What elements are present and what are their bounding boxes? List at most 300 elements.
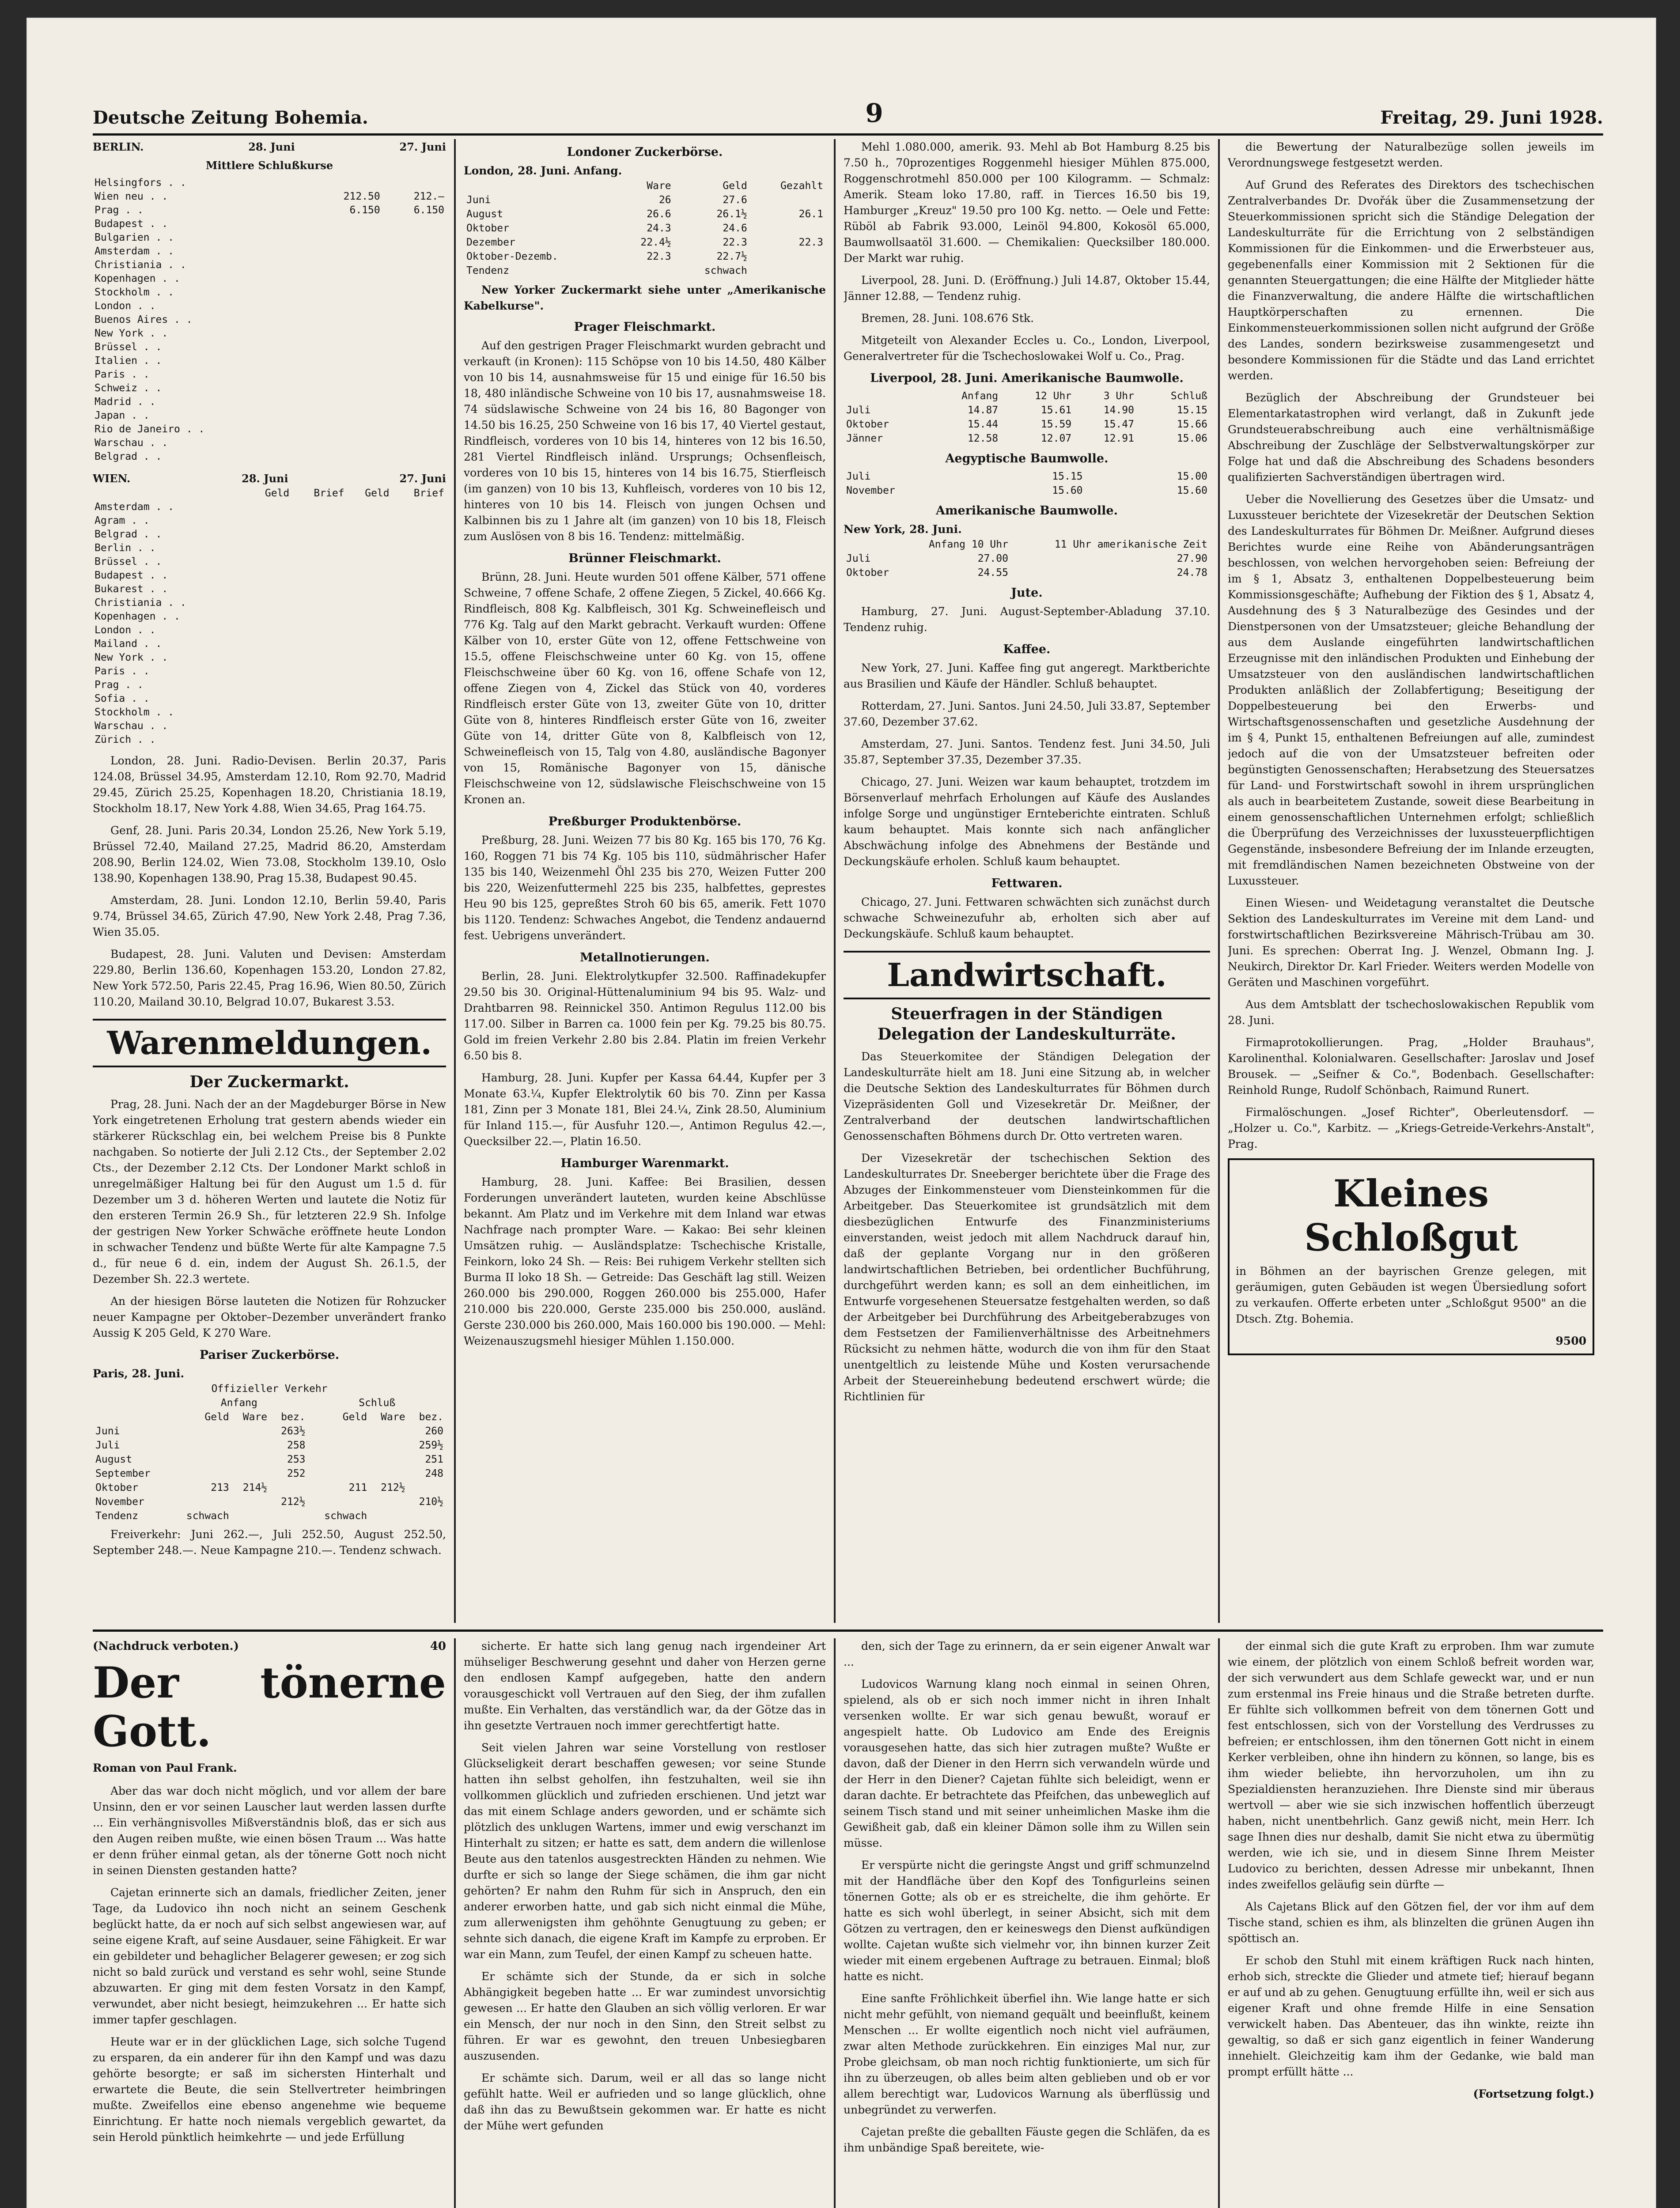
table-cell: Geld <box>365 488 390 499</box>
table-cell: Kopenhagen . . <box>95 273 180 284</box>
table-row <box>464 221 826 235</box>
table-cell <box>346 500 391 514</box>
novel-title: Der tönerne Gott. <box>93 1658 446 1756</box>
devisen-paragraph: Genf, 28. Juni. Paris 20.34, London 25.26, New York 5.19, Brüssel 72.40, Mailand 27.25, Madrid 86.20, Amsterdam 208.90, Berlin 124.02, Wien 73.08, Stockholm 139.10, Oslo 138.90, Kopenhagen 138.90, Prag 15.38, Budapest 90.45. <box>93 824 446 885</box>
table-cell <box>844 537 904 552</box>
table-row <box>93 706 446 719</box>
amerik-head: Amerikanische Baumwolle. <box>936 504 1118 518</box>
table-cell: 26.1 <box>798 208 823 220</box>
table-header-row <box>93 1382 446 1396</box>
table-row <box>93 1424 446 1438</box>
table-cell <box>382 450 446 464</box>
column-divider <box>834 139 836 1623</box>
table-row <box>93 1481 446 1495</box>
table-cell: 212½ <box>281 1496 306 1508</box>
table-cell <box>391 541 446 555</box>
table-cell: 258 <box>287 1440 306 1451</box>
table-cell: Mailand . . <box>95 638 162 650</box>
table-cell <box>1086 469 1100 484</box>
table-row <box>844 417 1210 431</box>
table-cell <box>306 395 382 409</box>
ad-title: Kleines Schloßgut <box>1304 1172 1518 1259</box>
table-cell: 11 Uhr amerikanische Zeit <box>1054 539 1207 550</box>
table-row <box>93 204 446 217</box>
table-row <box>93 1509 446 1523</box>
ad-code: 9500 <box>1555 1335 1586 1347</box>
table-cell: 210½ <box>419 1496 443 1508</box>
jute-head: Jute. <box>1011 586 1043 600</box>
table-cell <box>246 610 291 624</box>
table-row <box>93 231 446 245</box>
table-cell <box>346 678 391 692</box>
table-cell <box>291 500 346 514</box>
col4-text <box>1228 139 1594 1152</box>
table-cell <box>232 1495 270 1509</box>
table-cell <box>750 193 826 207</box>
zucker-paragraph: Prag, 28. Juni. Nach der an der Magdeburger Börse in New York eingetretenen Erholung trat gestern abends wieder ein stärkerer Rückschlag ein, bei welchem Preise bis 8 Punkte nachgaben. So notierte der Juli 2.12 Cts., der September 2.02 Cts., der Dezember 2.12 Cts. Der Londoner Markt schloß in unregelmäßiger Haltung bei für den August um 1.5 d. für Dezember um 3 d. höheren Werten und lautete die Notiz für den ersteren Termin 26.9 Sh., für letzteren 22.9 Sh. Infolge der gestrigen New Yorker Schwäche eröffnete heute London in schwacher Tendenz und büßte Werte für alte Kampagne 7.5 d., für neue 6 d. ein, indem der August Sh. 26.1.5, der Dezember Sh. 22.3 wertete. <box>93 1098 446 1285</box>
table-cell: Dezember <box>466 237 515 248</box>
table-cell: Bukarest . . <box>95 583 168 595</box>
novel-paragraph: Er schämte sich der Stunde, da er sich in solche Abhängigkeit begeben hatte ... Er war zumindest unvorsichtig gewesen ... Er hatte den Glauben an sich völlig verloren. Er war ein Mensch, der nur noch in den Sinn, den Streit selbst zu führen. Er war es gewohnt, den treuen Unbesiegbaren auszusenden. <box>464 1970 826 2062</box>
table-cell: 26 <box>658 194 671 206</box>
table-cell <box>246 637 291 651</box>
radio-devisen <box>93 753 446 1010</box>
column-divider <box>1218 1638 1220 2208</box>
table-row <box>93 733 446 747</box>
novel-paragraph: Er schämte sich. Darum, weil er all das so lange nicht gefühlt hatte. Weil er aufrieden und so lange glücklich, ohne daß ihn das zu Bewußtsein gekommen war. Er hatte es nicht der Mühe wert gefunden <box>464 2072 826 2132</box>
novel-column-4 <box>1228 1638 1594 2208</box>
table-cell <box>93 1410 170 1424</box>
devisen-paragraph: London, 28. Juni. Radio-Devisen. Berlin 20.37, Paris 124.08, Brüssel 34.95, Amsterdam 12.10, Rom 92.70, Madrid 29.45, Zürich 25.25, Kopenhagen 18.20, Christiania 18.19, Stockholm 18.17, New York 4.88, Wien 34.65, Prag 164.75. <box>93 754 446 815</box>
table-row <box>93 719 446 733</box>
article-paragraph: Aus dem Amtsblatt der tschechoslowakischen Republik vom 28. Juni. <box>1228 998 1594 1027</box>
table-cell <box>346 569 391 582</box>
table-cell <box>382 340 446 354</box>
table-cell: 14.87 <box>967 405 999 416</box>
table-row <box>93 299 446 313</box>
table-cell: schwach <box>186 1510 229 1522</box>
table-cell <box>382 409 446 423</box>
table-row <box>93 541 446 555</box>
table-cell: Stockholm . . <box>95 287 174 298</box>
table-cell <box>382 272 446 286</box>
table-cell <box>1086 484 1100 498</box>
table-cell: 6.150 <box>413 204 444 216</box>
table-row <box>93 610 446 624</box>
table-row <box>93 217 446 231</box>
table-row <box>93 395 446 409</box>
table-cell: Geld <box>342 1411 367 1423</box>
table-cell <box>246 555 291 569</box>
table-row <box>93 354 446 368</box>
table-cell <box>291 555 346 569</box>
column-2 <box>464 139 826 1623</box>
table-cell <box>306 409 382 423</box>
fett-text: Chicago, 27. Juni. Fettwaren schwächten sich zunächst durch schwache Schweinezufuhr ab, erholten sich aber auf Deckungskäufe. Schluß kaum behauptet. <box>844 896 1210 940</box>
landwirtschaft-paragraph: Der Vizesekretär der tschechischen Sektion des Landeskulturrates Dr. Sneeberger berichtete über die Frage des Abzuges der Einkommensteuer vom Diensteinkommen für die Arbeitgeber. Das Steuerkomitee ist grundsätzlich mit dem diesbezüglichen Entwurfe des Finanzministeriums einverstanden, weist jedoch mit allem Nachdruck darauf hin, daß der geplante Vorgang nur in den größeren landwirtschaftlichen Betrieben, bei ordentlicher Buchführung, durchgeführt werden kann; es soll an dem einheitlichen, im Entwurfe vorgesehenen Steuersatze festgehalten werden, so daß der Arbeitgeber bei Durchführung des Arbeitgeberabzuges von dem Festsetzen der Familienverhältnisse des Arbeitnehmers Rücksicht zu nehmen hätte, wodurch die von ihm für den Staat unentgeltlich zu leistende Mühe und Kosten verursachende Arbeit der Steuereinhebung bedeutend erschwert würde; die Richtlinien für <box>844 1152 1210 1403</box>
table-row <box>93 514 446 528</box>
table-cell: 15.47 <box>1103 419 1134 430</box>
wien-date-b: 27. Juni <box>399 472 446 485</box>
table-cell: 6.150 <box>349 204 380 216</box>
table-row <box>93 286 446 299</box>
table-cell <box>346 514 391 528</box>
novel-column-1 <box>93 1638 446 2208</box>
table-cell: New York . . <box>95 652 168 663</box>
table-cell: Bulgarien . . <box>95 232 174 243</box>
table-cell <box>408 1481 446 1495</box>
table-cell: Juli <box>846 553 871 564</box>
table-cell <box>346 582 391 596</box>
table-cell <box>391 514 446 528</box>
table-cell: 15.15 <box>1177 405 1207 416</box>
zucker-paragraph: An der hiesigen Börse lauteten die Notizen für Rohzucker neuer Kampagne per Oktober–Dezember unverändert franko Aussig K 205 Geld, K 270 Ware. <box>93 1295 446 1339</box>
table-cell <box>306 354 382 368</box>
table-cell: 263½ <box>281 1425 306 1437</box>
novel-paragraph: den, sich der Tage zu erinnern, da er sein eigener Anwalt war ... <box>844 1640 1210 1668</box>
table-cell: November <box>846 485 895 496</box>
wien-date-a: 28. Juni <box>242 472 288 485</box>
table-cell <box>291 596 346 610</box>
table-row <box>93 528 446 541</box>
table-cell <box>391 678 446 692</box>
pressburger-head: Preßburger Produktenbörse. <box>548 815 742 828</box>
table-cell <box>382 354 446 368</box>
table-row <box>464 235 826 250</box>
table-cell <box>370 1438 408 1452</box>
table-cell <box>370 1509 408 1523</box>
table-cell: Anfang <box>961 390 999 402</box>
warenmeldungen-title: Warenmeldungen. <box>93 1019 446 1067</box>
berlin-date-a: 28. Juni <box>248 140 295 153</box>
table-cell: 3 Uhr <box>1103 390 1134 402</box>
table-cell <box>1100 469 1114 484</box>
table-row <box>93 624 446 637</box>
table-row <box>93 1452 446 1467</box>
prager-fleisch-text: Auf den gestrigen Prager Fleischmarkt wurden gebracht und verkauft (in Kronen): 115 Schöpse von 10 bis 14.50, 480 Kälber von 10 bis 14, ausnahmsweise für 15 und einige für 16.50 bis 18, 480 inländische Schweine von 10 bis 17, ausnahmsweise 18. 74 südslawische Schweine von 24 bis 16, 80 Bagonger von 14.50 bis 16.25, 250 Schweine von 16 bis 17, 40 Viertel gestaut, Rindfleisch, vorderes von 10 bis 14, hinteres von 12 bis 16.50, 281 Viertel Rindfleisch inländ. Ursprungs; Ochsenfleisch, vorderes von 10 bis 15, hinteres von 14 bis 16.75, Stierfleisch (im ganzen) von 10 bis 13, Kuhfleisch, vorderes von 10 bis 12, hinteres von 10 bis 14. Fleisch von jungen Ochsen und Kalbinnen bis zu 1 Jahre alt (im ganzen) von 10 bis 18, Fleisch zum Auslösen von 8 bis 16. Tendenz: mittelmäßig. <box>464 339 826 543</box>
table-header-row <box>844 389 1210 403</box>
novel-paragraph: Aber das war doch nicht möglich, und vor allem der bare Unsinn, den er vor seinen Lauscher laut werden lassen durfte ... Ein verhängnisvolles Mißverständnis bloß, das er sich aus den Augen reiben mußte, wie einen bösen Traum ... Was hatte er denn früher einmal getan, als der tönerne Gott noch nicht in seinen Diensten gestanden hatte? <box>93 1785 446 1877</box>
table-cell <box>246 624 291 637</box>
novel-header <box>93 1638 446 1654</box>
table-cell <box>306 368 382 382</box>
table-cell: Budapest . . <box>95 218 168 230</box>
table-cell <box>391 665 446 678</box>
table-cell <box>306 286 382 299</box>
novel-installment: 40 <box>430 1640 446 1653</box>
table-row <box>93 596 446 610</box>
table-cell: 15.60 <box>1052 485 1083 496</box>
table-cell <box>306 231 382 245</box>
table-cell <box>246 500 291 514</box>
table-cell: 15.66 <box>1177 419 1207 430</box>
masthead-left: Deutsche Zeitung Bohemia. <box>93 107 368 128</box>
berlin-subhead: Mittlere Schlußkurse <box>205 159 333 172</box>
table-cell: Brüssel . . <box>95 556 162 567</box>
table-cell: Rio de Janeiro . . <box>95 423 205 435</box>
table-cell: London . . <box>95 300 156 312</box>
table-cell: August <box>95 1454 132 1465</box>
table-cell <box>391 706 446 719</box>
table-cell <box>291 651 346 665</box>
table-cell <box>408 1509 446 1523</box>
table-cell: Anfang 10 Uhr <box>928 539 1008 550</box>
table-cell <box>391 733 446 747</box>
table-cell <box>370 1467 408 1481</box>
table-cell <box>391 500 446 514</box>
table-cell <box>750 250 826 264</box>
novel-paragraph: Er verspürte nicht die geringste Angst und griff schmunzelnd mit der Handfläche über den Kopf des Tonfigurleins seinen tönernen Gotte; als ob er es streichelte, die ihm gehörte. Er hatte es sich wohl überlegt, in seiner Absicht, sich mit dem Götzen zu vertragen, den er keineswegs den Dienst aufkündigen wollte. Cajetan wußte sich vielmehr vor, ihn binnen kurzer Zeit wieder mit einem ergebenen Auftrage zu betrauen. Einmal; bloß hatte es nicht. <box>844 1859 1210 1983</box>
table-cell <box>391 624 446 637</box>
table-cell <box>306 436 382 450</box>
table-cell: Oktober-Dezemb. <box>466 251 558 262</box>
landwirtschaft-text <box>844 1049 1210 1405</box>
table-row <box>93 409 446 423</box>
table-cell: 26.1½ <box>716 208 747 220</box>
berlin-header <box>93 139 446 155</box>
table-cell: August <box>466 208 503 220</box>
table-cell: 27.90 <box>1177 553 1207 564</box>
table-row <box>93 176 446 190</box>
table-header-row <box>93 1410 446 1424</box>
table-cell: Geld <box>723 180 747 192</box>
column-4 <box>1228 139 1594 1623</box>
table-cell: 15.60 <box>1177 485 1207 496</box>
table-cell: Ware <box>381 1411 405 1423</box>
table-cell <box>291 610 346 624</box>
table-cell: 24.6 <box>723 223 747 234</box>
table-cell: Japan . . <box>95 410 150 421</box>
table-cell <box>306 340 382 354</box>
table-cell <box>246 582 291 596</box>
table-cell: schwach <box>704 265 747 276</box>
table-cell <box>170 1424 232 1438</box>
column-divider <box>454 139 456 1623</box>
table-cell: Budapest . . <box>95 570 168 581</box>
table-cell: 212.50 <box>343 191 380 202</box>
article-paragraph: die Bewertung der Naturalbezüge sollen jeweils im Verordnungswege festgesetzt werden. <box>1228 140 1594 169</box>
table-cell <box>291 706 346 719</box>
london-line: London, 28. Juni. Anfang. <box>464 164 622 177</box>
table-cell <box>382 231 446 245</box>
table-cell: Oktober <box>466 223 509 234</box>
table-cell <box>246 733 291 747</box>
table-cell: Amsterdam . . <box>95 246 174 257</box>
table-row <box>93 436 446 450</box>
table-cell: bez. <box>419 1411 443 1423</box>
table-cell: Stockholm . . <box>95 707 174 718</box>
table-cell <box>246 692 291 706</box>
table-cell <box>232 1452 270 1467</box>
table-cell <box>391 582 446 596</box>
table-cell: 12 Uhr <box>1035 390 1072 402</box>
kaffee-paragraph: Rotterdam, 27. Juni. Santos. Juni 24.50, Juli 33.87, September 37.60, Dezember 37.62. <box>844 699 1210 728</box>
table-cell <box>270 1509 308 1523</box>
novel-paragraph: Als Cajetans Blick auf den Götzen fiel, der vor ihm auf dem Tische stand, schien es ihm, als blinzelten die grünen Augen ihn spöttisch an. <box>1228 1900 1594 1945</box>
table-cell <box>232 1438 270 1452</box>
table-cell: 211 <box>348 1482 367 1493</box>
table-cell: Prag . . <box>95 679 144 691</box>
table-cell <box>246 719 291 733</box>
table-cell: 15.00 <box>1177 471 1207 482</box>
table-cell <box>346 651 391 665</box>
nachdruck-note: (Nachdruck verboten.) <box>93 1640 239 1653</box>
table-cell: Juni <box>95 1425 120 1437</box>
table-cell: Oktober <box>846 567 889 578</box>
table-cell: 251 <box>425 1454 443 1465</box>
table-cell <box>1100 484 1114 498</box>
table-cell: Zürich . . <box>95 734 156 745</box>
table-cell <box>391 596 446 610</box>
article-paragraph: Firmaprotokollierungen. Prag, „Holder Brauhaus", Karolinenthal. Kolonialwaren. Gesellschafter: Jaroslav und Josef Brousek. — „Seifner & Co.", Bodenbach. Gesellschafter: Reinhold Runge, Rudolf Schönbach, Raimund Runert. <box>1228 1036 1594 1096</box>
table-cell: 22.7½ <box>716 251 747 262</box>
table-cell <box>306 245 382 258</box>
table-cell: Warschau . . <box>95 437 168 449</box>
table-cell <box>291 733 346 747</box>
table-cell <box>291 528 346 541</box>
table-cell <box>617 264 674 278</box>
article-paragraph: Einen Wiesen- und Weidetagung veranstaltet die Deutsche Sektion des Landeskulturrates im Vereine mit dem Land- und forstwirtschaftlichen Bezirksvereine Mährisch-Trübau am 30. Juni. Es sprechen: Oberrat Ing. J. Wenzel, Obmann Ing. J. Neukirch, Direktor Dr. Karl Frieder. Weiters werden Modelle von Geräten und Maschinen vorgeführt. <box>1228 896 1594 989</box>
table-cell: Berlin . . <box>95 542 156 554</box>
table-row <box>844 431 1210 446</box>
table-cell: Wien neu . . <box>95 191 168 202</box>
table-cell <box>346 541 391 555</box>
table-cell: 24.55 <box>977 567 1008 578</box>
table-row <box>93 651 446 665</box>
table-cell <box>291 637 346 651</box>
hamburg-metall-text: Hamburg, 28. Juni. Kupfer per Kassa 64.44, Kupfer per 3 Monate 63.¼, Kupfer Elektrolytik 60 bis 70. Zinn per Kassa 181, Zinn per 3 Monate 181, Blei 24.¼, Zink 28.50, Aluminium für Inland 115.—, für Ausfuhr 120.—, Antimon Regulus 42.—, Quecksilber 22.—, Platin 16.50. <box>464 1071 826 1148</box>
table-row <box>93 423 446 436</box>
novel-text-4 <box>1228 1638 1594 2080</box>
table-cell: 253 <box>287 1454 306 1465</box>
table-cell <box>232 1467 270 1481</box>
article-paragraph: Bezüglich der Abschreibung der Grundsteuer bei Elementarkatastrophen wird verlangt, daß in Zukunft jede Grundsteuerabschreibung auch eine verhältnismäßige Abschreibung der Zuschläge der Selbstverwaltungskörper zur Folge hat und daß die Abschreibung des Schadens besonders qualifizierten Sachverständigen übertragen wird. <box>1228 391 1594 484</box>
landwirtschaft-paragraph: Das Steuerkomitee der Ständigen Delegation der Landeskulturräte hielt am 18. Juni eine Sitzung ab, in welcher die Deutsche Sektion des Landeskulturrates für Böhmen durch Vizepräsidenten Goll und Vizesekretär Dr. Meißner, der Zentralverband der deutschen landwirtschaftlichen Genossenschaften Böhmens durch Dr. Otto vertreten waren. <box>844 1050 1210 1142</box>
table-cell <box>382 286 446 299</box>
table-cell: Brüssel . . <box>95 341 162 353</box>
table-cell: schwach <box>324 1510 367 1522</box>
table-cell <box>382 423 446 436</box>
table-header-row <box>844 537 1210 552</box>
table-cell: Juli <box>95 1440 120 1451</box>
table-row <box>93 313 446 327</box>
table-cell: Agram . . <box>95 515 150 526</box>
table-cell <box>246 706 291 719</box>
table-cell: Kopenhagen . . <box>95 611 180 622</box>
table-cell <box>391 692 446 706</box>
newyork-note: New Yorker Zuckermarkt siehe unter „Amerikanische Kabelkurse". <box>464 284 826 312</box>
table-cell: Warschau . . <box>95 720 168 732</box>
table-cell <box>246 541 291 555</box>
novel-paragraph: Er schob den Stuhl mit einem kräftigen Ruck nach hinten, erhob sich, streckte die Glieder und atmete tief; hierauf begann er auf und ab zu gehen. Genugtuung erfüllte ihn, weil er sich aus eigener Kraft und ohne fremde Hilfe in eine Sensation verwickelt haben. Das Abenteuer, das ihn winkte, reizte ihn gewaltig, so daß er sich ganz eigentlich in feiner Wanderung innehielt. Gleichzeitig kam ihm der Gedanke, wie bald man prompt erfüllt hätte ... <box>1228 1954 1594 2078</box>
kaffee-paragraph: New York, 27. Juni. Kaffee fing gut angeregt. Marktberichte aus Brasilien und Käufe der Händler. Schluß behauptet. <box>844 662 1210 690</box>
table-row <box>93 245 446 258</box>
table-row <box>93 692 446 706</box>
table-row <box>464 193 826 207</box>
table-cell <box>306 217 382 231</box>
novel-text-2 <box>464 1638 826 2134</box>
column-3 <box>844 139 1210 1623</box>
table-cell: 14.90 <box>1103 405 1134 416</box>
table-cell <box>291 678 346 692</box>
table-cell <box>750 264 826 278</box>
market-paragraph: Bremen, 28. Juni. 108.676 Stk. <box>861 312 1034 325</box>
table-cell: 15.06 <box>1177 433 1207 444</box>
table-cell <box>382 299 446 313</box>
table-cell <box>306 258 382 272</box>
table-cell <box>291 582 346 596</box>
novel-paragraph: sicherte. Er hatte sich lang genug nach irgendeiner Art mühseliger Beschwerung gesehnt und daher von Herzen gerne den endlosen Kampf aufgegeben, hatte den andern vorausgeschickt voll Vertrauen auf den Sieg, der ihm zufallen mußte. Ein Verhalten, das verständlich war, da der Götze das in ihn gesetzte Vertrauen noch immer gerechtfertigt hatte. <box>464 1640 826 1732</box>
table-cell: Sofia . . <box>95 693 150 704</box>
masthead-date: Freitag, 29. Juni 1928. <box>1380 107 1603 128</box>
table-cell: Ware <box>647 180 671 192</box>
table-cell <box>308 1438 370 1452</box>
prager-fleisch-head: Prager Fleischmarkt. <box>574 320 716 334</box>
table-cell <box>306 327 382 340</box>
table-cell: 260 <box>425 1425 443 1437</box>
novel-subtitle: Roman von Paul Frank. <box>93 1762 237 1774</box>
table-cell <box>306 382 382 395</box>
table-cell: 26.6 <box>647 208 671 220</box>
table-row <box>93 190 446 204</box>
fortsetzung: (Fortsetzung folgt.) <box>1473 2087 1594 2100</box>
table-cell <box>391 555 446 569</box>
table-cell <box>246 569 291 582</box>
table-cell <box>464 179 617 193</box>
novel-paragraph: Cajetan erinnerte sich an damals, friedlicher Zeiten, jener Tage, da Ludovico ihn noch nicht an seinem Geschenk beglückt hatte, da er noch auf sich selbst angewiesen war, auf seine eigene Kraft, auf seine Ausdauer, seine Fähigkeit. Er war ein gebildeter und behaglicher Belagerer gewesen; er zog sich nicht so bald zurück und verstand es sehr wohl, seine Stunde abzuwarten. Er ging mit dem festen Vorsatz in den Kampf, verwundet, aber nicht besiegt, heimzukehren ... Er hatte sich immer tapfer geschlagen. <box>93 1886 446 2026</box>
table-cell: 22.3 <box>647 251 671 262</box>
table-row <box>93 555 446 569</box>
table-cell: Paris . . <box>95 665 150 677</box>
kaffee-paragraph: Amsterdam, 27. Juni. Santos. Tendenz fest. Juni 34.50, Juli 35.87, September 37.35, Dezember 37.35. <box>844 737 1210 766</box>
fett-head: Fettwaren. <box>991 877 1063 890</box>
table-row <box>93 1467 446 1481</box>
table-cell: Geld <box>204 1411 229 1423</box>
table-cell: 212½ <box>381 1482 405 1493</box>
zuckermarkt-text <box>93 1096 446 1341</box>
table-cell <box>308 1467 370 1481</box>
paris-line: Paris, 28. Juni. <box>93 1367 185 1380</box>
table-cell: Schluß <box>1170 390 1207 402</box>
table-row <box>93 637 446 651</box>
table-row <box>93 368 446 382</box>
table-cell <box>93 1396 170 1410</box>
table-cell: 27.00 <box>977 553 1008 564</box>
table-row <box>93 327 446 340</box>
table-cell: London . . <box>95 624 156 636</box>
table-cell: Buenos Aires . . <box>95 314 193 325</box>
table-cell: November <box>95 1496 144 1508</box>
novel-text-3 <box>844 1638 1210 2156</box>
table-cell: 259½ <box>419 1440 443 1451</box>
table-cell: Belgrad . . <box>95 451 162 462</box>
page-header <box>93 97 1603 136</box>
table-cell <box>391 569 446 582</box>
table-cell <box>291 514 346 528</box>
column-divider <box>454 1638 456 2208</box>
table-row <box>93 569 446 582</box>
table-cell <box>306 176 382 190</box>
zuckermarkt-head: Der Zuckermarkt. <box>189 1073 349 1091</box>
table-cell <box>170 1495 232 1509</box>
table-cell: September <box>95 1468 151 1479</box>
table-row <box>93 258 446 272</box>
table-cell <box>306 299 382 313</box>
table-cell: Juni <box>466 194 491 206</box>
table-cell <box>370 1424 408 1438</box>
table-cell <box>391 719 446 733</box>
table-cell <box>844 389 927 403</box>
